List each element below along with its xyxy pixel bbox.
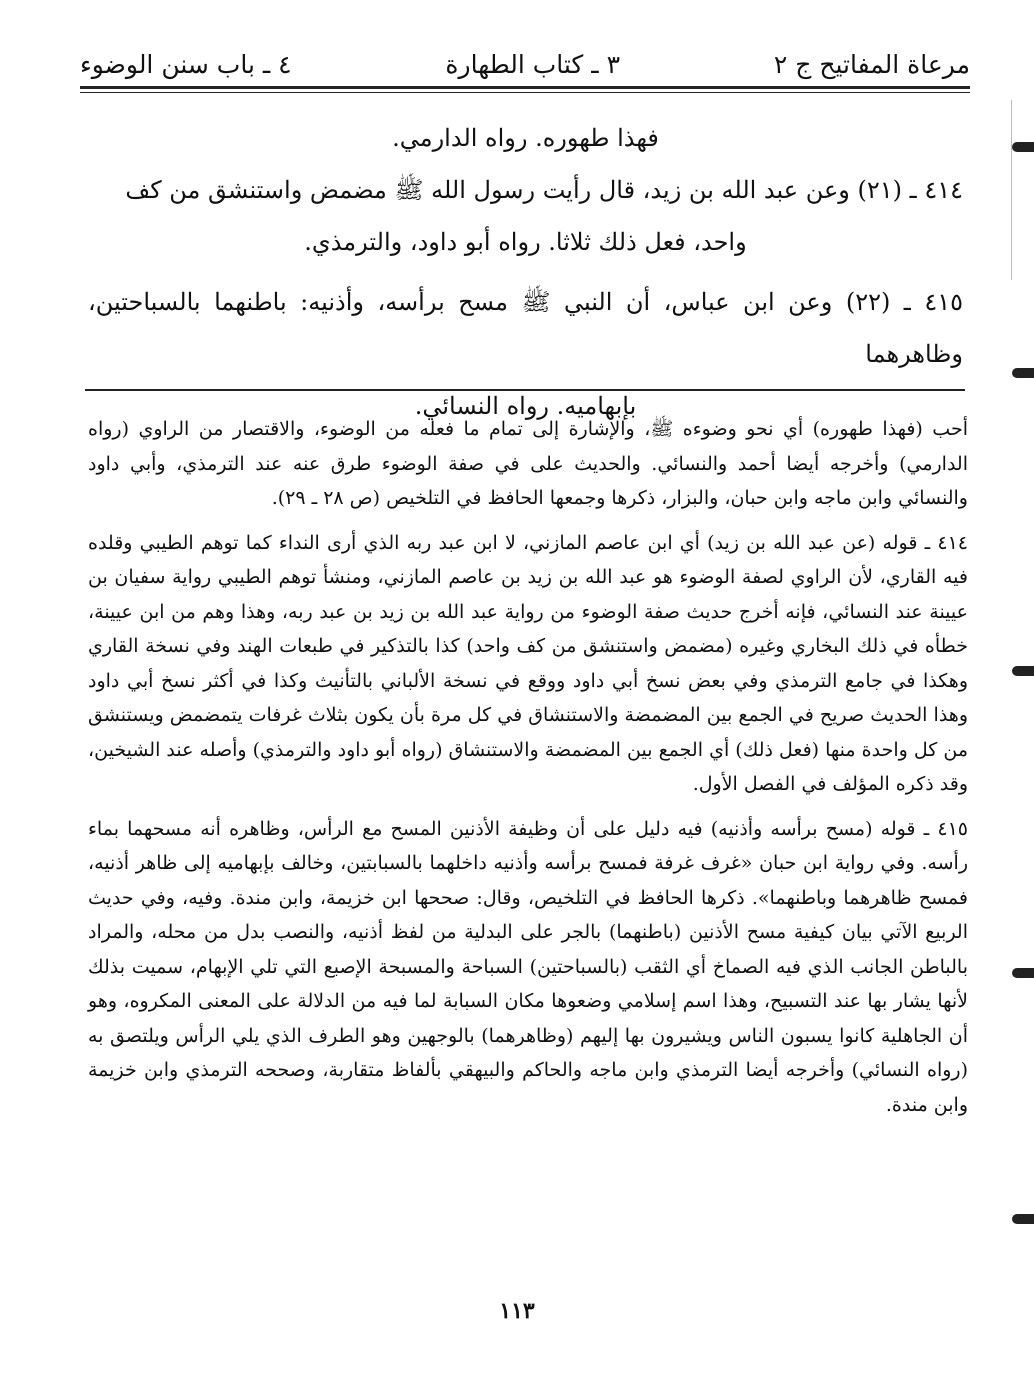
scan-edge-mark (1012, 666, 1034, 676)
hadith-line: بإبهاميه. رواه النسائي. (414, 392, 637, 420)
page-number: ١١٣ (499, 1298, 535, 1324)
hadith-line: واحد، فعل ذلك ثلاثا. رواه أبو داود، والترمذي. (304, 228, 747, 256)
commentary-text (88, 412, 968, 1122)
hadith-text (88, 112, 963, 432)
scan-margin-line (1011, 100, 1012, 280)
header-chapter-title: ٣ ـ كتاب الطهارة (445, 49, 620, 79)
header-section-title: ٤ ـ باب سنن الوضوء (80, 49, 292, 79)
scan-edge-mark (1012, 1214, 1034, 1224)
hadith-line: فهذا طهوره. رواه الدارمي. (392, 124, 659, 152)
header-rule-thin (80, 92, 970, 93)
header-rule-thick (80, 86, 970, 89)
scan-edge-mark (1012, 368, 1034, 378)
scan-edge-mark (1012, 142, 1034, 152)
commentary-paragraph: ٤١٥ ـ قوله (مسح برأسه وأذنيه) فيه دليل على أن وظيفة الأذنين المسح مع الرأس، وظاهره أنه مسحهما بماء رأسه. وفي رواية ابن حبان «غرف غرفة فمسح برأسه وأذنيه داخلهما بالسبابتين، وخالف بإبهاميه إلى ظاهر أذنيه، فمسح ظاهرهما وباطنهما». ذكرها الحافظ في التلخيص، وقال: صححها ابن خزيمة، وابن مندة. وفيه، وفي حديث الربيع الآتي بيان كيفية مسح الأذنين (باطنهما) بالجر على البدلية من لفظ أذنيه، والنصب بدل من محله، والمراد بالباطن الجانب الذي فيه الصماخ أي الثقب (بالسباحتين) السباحة والمسبحة الإصبع التي تلي الإبهام، سميت بذلك لأنها يشار بها عند التسبيح، وهذا اسم إسلامي وضعوها مكان السبابة لما فيه من الدلالة على المعنى المكروه، وهو أن الجاهلية كانوا يسبون الناس ويشيرون بها إليهم (وظاهرهما) بالوجهين وهو الطرف الذي يلي الرأس ويلتصق به (رواه النسائي) وأخرجه أيضا الترمذي وابن ماجه والحاكم والبيهقي بألفاظ متقاربة، وصححه الترمذي وابن خزيمة وابن مندة. (88, 817, 968, 1116)
header-book-title: مرعاة المفاتيح ج ٢ (773, 49, 970, 79)
hadith-line: ٤١٤ ـ (٢١) وعن عبد الله بن زيد، قال رأيت رسول الله ﷺ مضمض واستنشق من كف (125, 176, 963, 204)
section-divider (85, 389, 965, 391)
hadith-line: ٤١٥ ـ (٢٢) وعن ابن عباس، أن النبي ﷺ مسح برأسه، وأذنيه: باطنهما بالسباحتين، وظاهرهما (88, 288, 963, 368)
commentary-paragraph: أحب (فهذا طهوره) أي نحو وضوءه ﷺ، والإشارة إلى تمام ما فعله من الوضوء، والاقتصار من الراوي (رواه الدارمي) وأخرجه أيضا أحمد والنسائي. والحديث على في صفة الوضوء طرق عنه عند الترمذي، وأبي داود والنسائي وابن ماجه وابن حبان، والبزار، ذكرها وجمعها الحافظ في التلخيص (ص ٢٨ ـ ٢٩). (88, 418, 968, 509)
commentary-paragraph: ٤١٤ ـ قوله (عن عبد الله بن زيد) أي ابن عاصم المازني، لا ابن عبد ربه الذي أرى النداء كما توهم الطيبي وقلده فيه القاري، لأن الراوي لصفة الوضوء هو عبد الله بن زيد بن عاصم المازني، ومنشأ توهم الطيبي رواية سفيان بن عيينة عند النسائي، فإنه أخرج حديث صفة الوضوء من رواية عبد الله بن زيد بن عبد ربه، وهذا وهم من ابن عيينة، خطأه في ذلك البخاري وغيره (مضمض واستنشق من كف واحد) كذا بالتذكير في طبعات الهند وفي نسخة القاري وهكذا في جامع الترمذي وفي بعض نسخ أبي داود ووقع في نسخة الألباني بالتأنيث وكذا في أكثر نسخ أبي داود وهذا الحديث صريح في الجمع بين المضمضة والاستنشاق في كل مرة بأن يكون بثلاث غرفات يتمضمض ويستنشق من كل واحدة منها (فعل ذلك) أي الجمع بين المضمضة والاستنشاق (رواه أبو داود والترمذي) وأصله عند الشيخين، وقد ذكره المؤلف في الفصل الأول. (88, 531, 968, 795)
scan-edge-mark (1012, 968, 1034, 978)
running-header (80, 42, 970, 86)
